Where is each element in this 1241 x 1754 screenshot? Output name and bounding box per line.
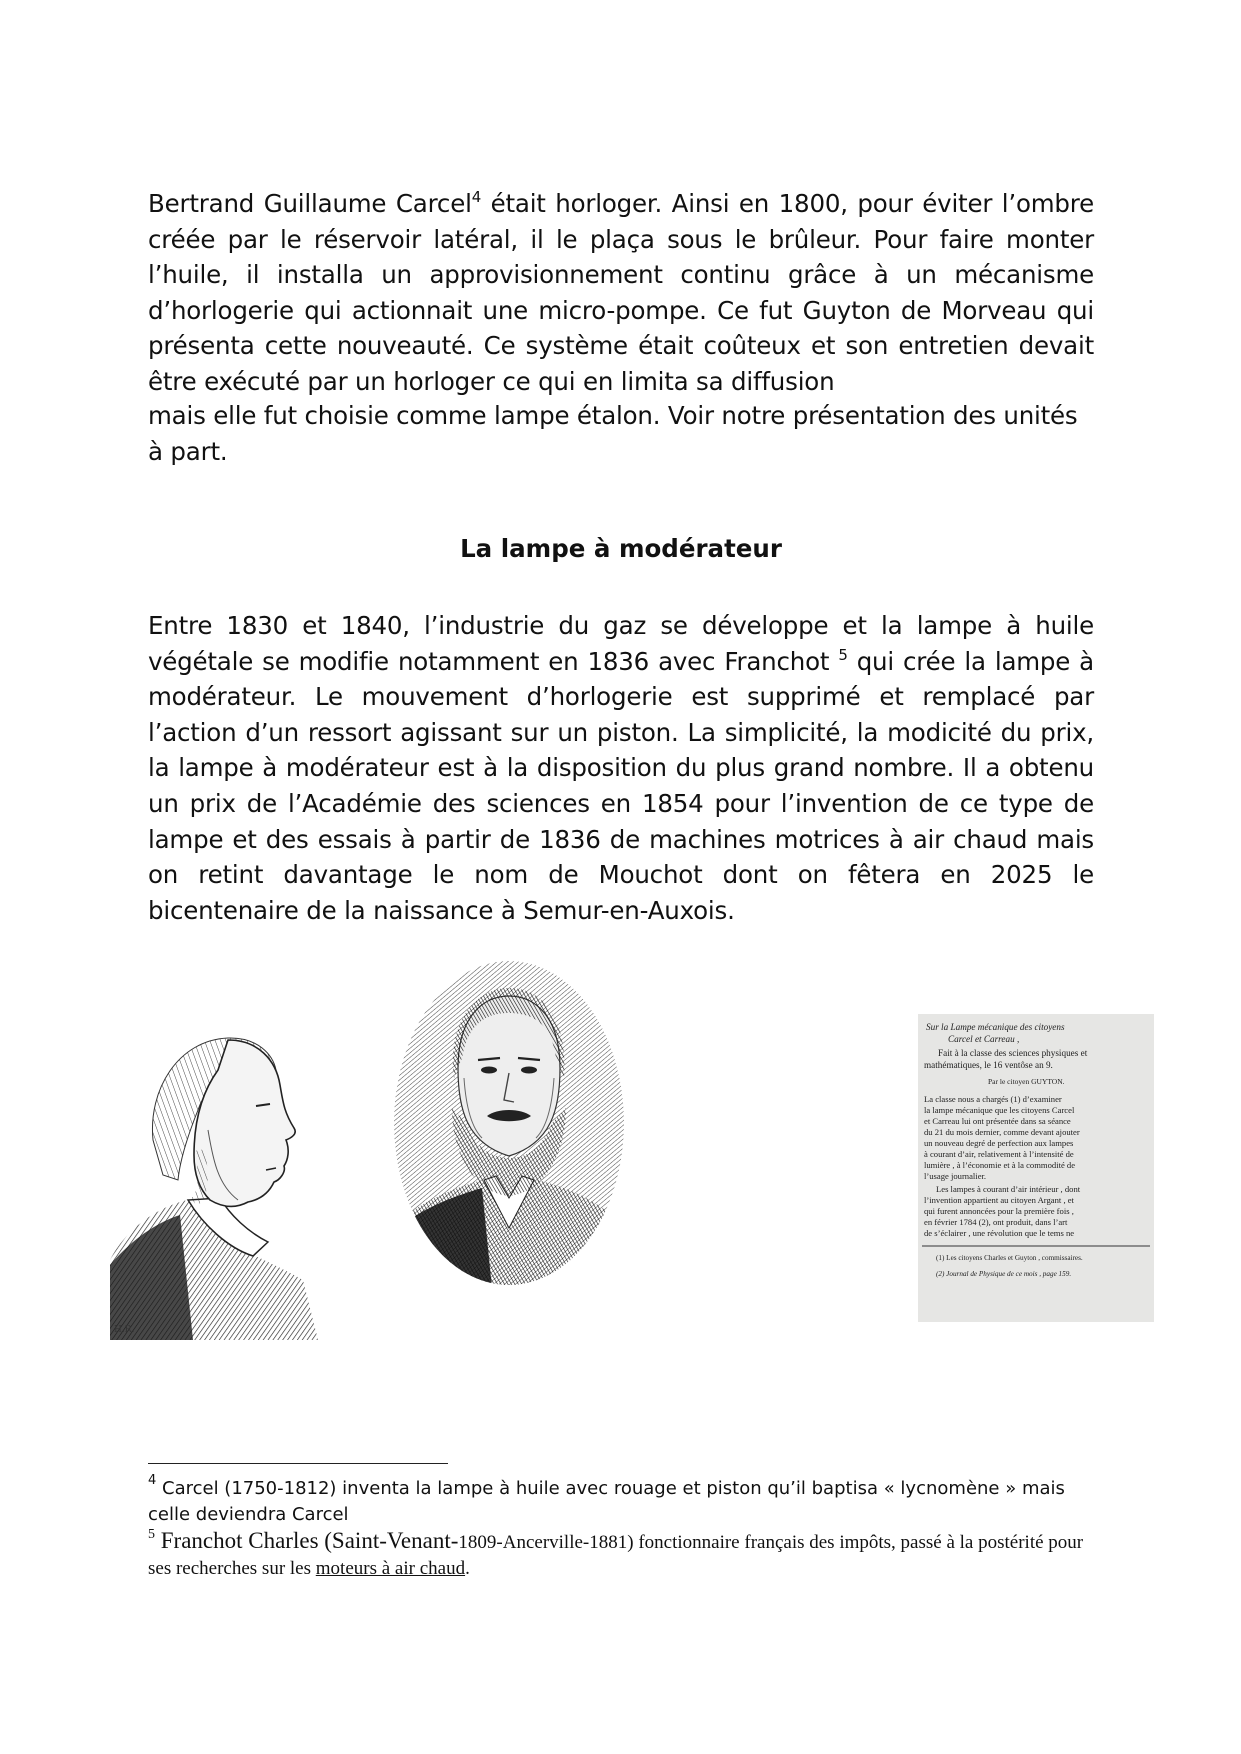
paragraph-carcel-text-start: Bertrand Guillaume Carcel	[148, 189, 472, 218]
doc-line: mathématiques, le 16 ventôse an 9.	[924, 1060, 1053, 1070]
doc-line: qui furent annoncées pour la première fois ,	[924, 1206, 1074, 1216]
footnote-text: .	[465, 1558, 470, 1579]
doc-line: Fait à la classe des sciences physiques et	[938, 1048, 1088, 1058]
doc-line: en février 1784 (2), ont produit, dans l’art	[924, 1217, 1068, 1227]
paragraph-moderateur-text-end: qui crée la lampe à modérateur. Le mouvement d’horlogerie est supprimé et remplacé par l’action d’un ressort agissant sur un piston. La simplicité, la modicité du prix, la lampe à modérateur est à la disposition du plus grand nombre. Il a obtenu un prix de l’Académie des sciences en 1854 pour l’invention de ce type de lampe et des essais à partir de 1836 de machines motrices à air chaud mais on retint davantage le nom de Mouchot dont on fêtera en 2025 le bicentenaire de la naissance à Semur-en-Auxois.	[148, 646, 1094, 925]
doc-line: l’usage journalier.	[924, 1171, 987, 1181]
footnote-text: Carcel (1750-1812) inventa la lampe à huile avec rouage et piston qu’il baptisa « lycnomène » mais celle deviendra Carcel	[148, 1478, 1065, 1525]
paragraph-carcel	[148, 186, 1094, 400]
paragraph-carcel-continuation: mais elle fut choisie comme lampe étalon. Voir notre présentation des unités à part.	[148, 401, 1078, 466]
doc-line: l’invention appartient au citoyen Argant , et	[924, 1195, 1074, 1205]
doc-line: du 21 du mois dernier, comme devant ajouter	[924, 1127, 1080, 1137]
doc-line: La classe nous a chargés (1) d’examiner	[924, 1094, 1062, 1104]
doc-line: (1) Les citoyens Charles et Guyton , commissaires.	[936, 1254, 1083, 1262]
doc-line: Carcel et Carreau ,	[948, 1034, 1020, 1044]
footnote-ref-5[interactable]: 5	[838, 645, 848, 664]
paragraph-moderateur	[148, 608, 1094, 928]
paragraph-carcel-text-end: était horloger. Ainsi en 1800, pour éviter l’ombre créée par le réservoir latéral, il le plaça sous le brûleur. Pour faire monter l’huile, il installa un approvisionnement continu grâce à un mécanisme d’horlogerie qui actionnait une micro-pompe. Ce fut Guyton de Morveau qui présenta cette nouveauté. Ce système était coûteux et son entretien devait être exécuté par un horloger ce qui en limita sa diffusion	[148, 189, 1094, 396]
footnote-number: 4	[148, 1473, 157, 1488]
moteurs-air-chaud-link[interactable]: moteurs à air chaud	[315, 1558, 466, 1579]
doc-line: (2) Journal de Physique de ce mois , page 159.	[936, 1270, 1072, 1278]
carcel-portrait-image	[108, 1010, 328, 1340]
doc-line: Les lampes à courant d’air intérieur , dont	[936, 1184, 1081, 1194]
footnote-number: 5	[148, 1527, 155, 1542]
section-heading: La lampe à modérateur	[460, 534, 782, 563]
doc-line: lumière , à l’économie et à la commodité de	[924, 1160, 1076, 1170]
doc-line: un nouveau degré de perfection aux lampes	[924, 1138, 1074, 1148]
guyton-report-document-image	[918, 1014, 1154, 1322]
svg-text:H.R.: H.R.	[114, 1325, 135, 1335]
doc-line: de s’éclairer , une révolution que le tems ne	[924, 1228, 1075, 1238]
footnote-5	[148, 1528, 1108, 1582]
doc-line: la lampe mécanique que les citoyens Carcel	[924, 1105, 1075, 1115]
footnote-text: Franchot Charles (Saint-Venant-	[155, 1528, 459, 1553]
footnote-ref-4[interactable]: 4	[471, 188, 482, 206]
paragraph-moderateur-text-start: Entre 1830 et 1840, l’industrie du gaz se développe et la lampe à huile végétale se modifie notamment en 1836 avec Franchot	[148, 611, 1094, 676]
footnote-text: 1809-Ancerville-1881)	[458, 1532, 634, 1553]
doc-line: et Carreau lui ont présentée dans sa séance	[924, 1116, 1071, 1126]
doc-line: Par le citoyen GUYTON.	[988, 1077, 1065, 1086]
doc-line: Sur la Lampe mécanique des citoyens	[926, 1022, 1065, 1032]
footnote-separator	[148, 1463, 448, 1464]
footnote-text: fonctionnaire français des impôts, passé à la postérité pour ses recherches sur les	[148, 1532, 1084, 1579]
doc-line: à courant d’air, relativement à l’intensité de	[924, 1149, 1074, 1159]
footnote-4	[148, 1473, 1108, 1528]
franchot-portrait-image	[392, 958, 626, 1288]
